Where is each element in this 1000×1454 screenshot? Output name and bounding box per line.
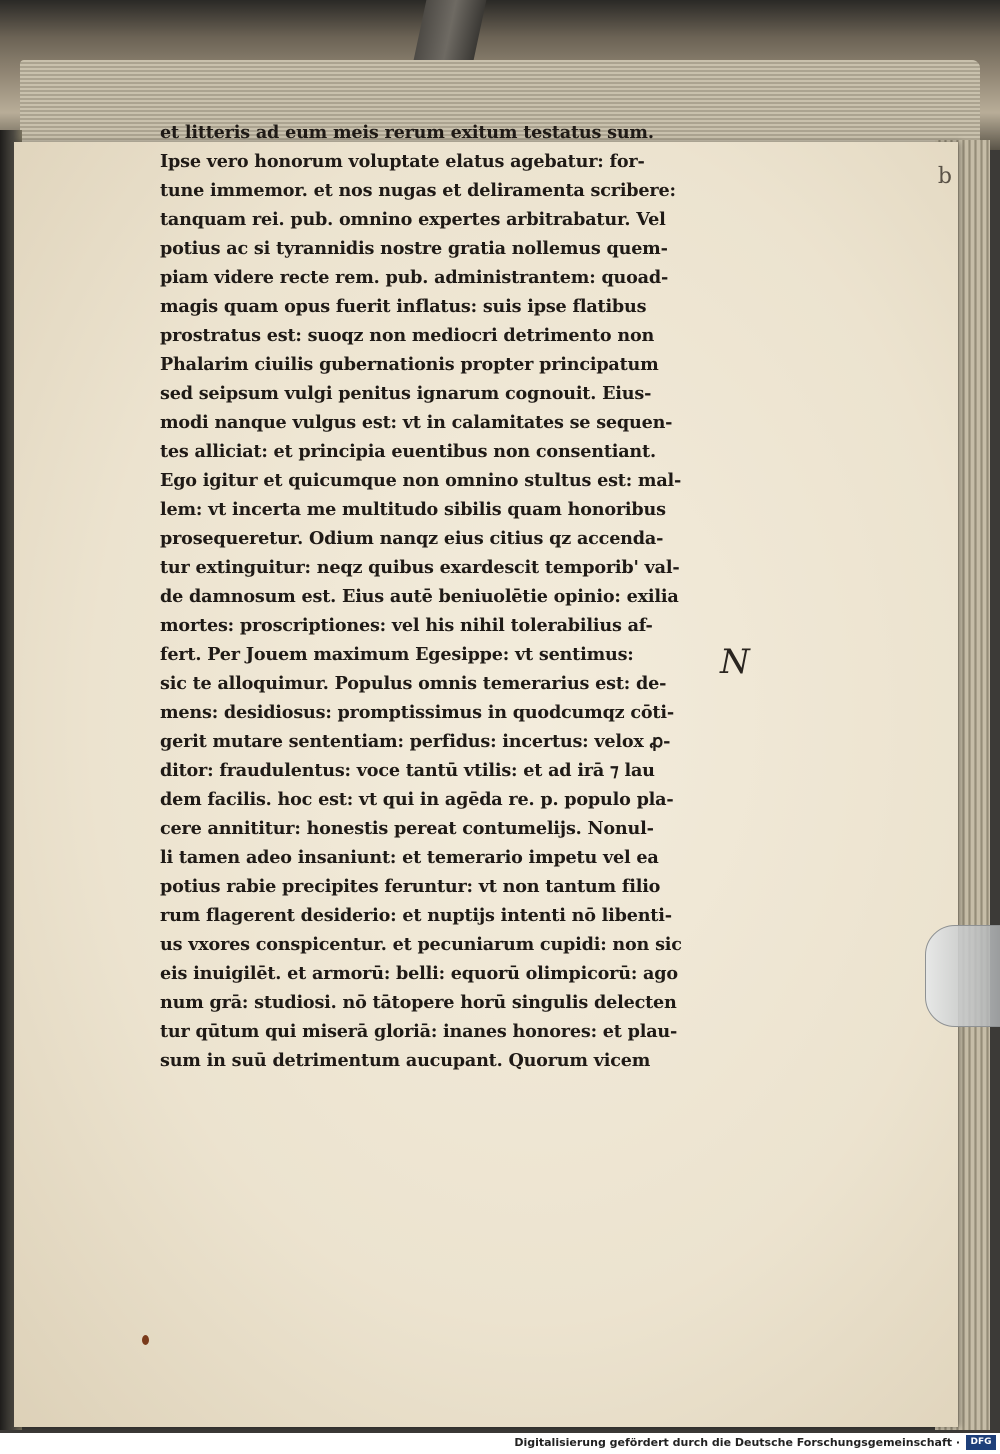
page-tab-clip (925, 925, 1000, 1027)
marginal-note: N (720, 642, 750, 682)
text-line: gerit mutare sententiam: perfidus: incertus: velox ꝓ- (160, 731, 671, 752)
text-line: prosequeretur. Odium nanqz eius citius qz accenda- (160, 528, 664, 549)
text-line: magis quam opus fuerit inflatus: suis ipse flatibus (160, 296, 647, 317)
dfg-logo: DFG (966, 1435, 996, 1450)
text-line: tune immemor. et nos nugas et deliramenta scribere: (160, 180, 676, 201)
text-block (160, 118, 745, 1075)
text-line: piam videre recte rem. pub. administrantem: quoad- (160, 267, 669, 288)
text-line: eis inuigilēt. et armorū: belli: equorū olimpicorū: ago (160, 963, 678, 984)
text-line: Ipse vero honorum voluptate elatus agebatur: for- (160, 151, 645, 172)
text-line: rum flagerent desiderio: et nuptijs intenti nō libenti- (160, 905, 672, 926)
text-line: de damnosum est. Eius autē beniuolētie opinio: exilia (160, 586, 679, 607)
text-line: tanquam rei. pub. omnino expertes arbitrabatur. Vel (160, 209, 666, 230)
text-line: Phalarim ciuilis gubernationis propter principatum (160, 354, 659, 375)
text-line: sed seipsum vulgi penitus ignarum cognouit. Eius- (160, 383, 652, 404)
footer-bar (0, 1433, 1000, 1454)
folio-mark: b (937, 164, 952, 189)
book-clasp (414, 0, 487, 60)
text-line: us vxores conspicentur. et pecuniarum cupidi: non sic (160, 934, 682, 955)
text-line: sum in suū detrimentum aucupant. Quorum vicem (160, 1050, 651, 1071)
text-line: lem: vt incerta me multitudo sibilis quam honoribus (160, 499, 666, 520)
text-line: ditor: fraudulentus: voce tantū vtilis: et ad irā ⁊ lau (160, 760, 655, 781)
text-line: fert. Per Jouem maximum Egesippe: vt sentimus: (160, 644, 634, 665)
text-line: mens: desidiosus: promptissimus in quodcumqz cōti- (160, 702, 674, 723)
ink-stain (142, 1335, 149, 1345)
text-line: tur qūtum qui miserā gloriā: inanes honores: et plau- (160, 1021, 678, 1042)
text-line: potius ac si tyrannidis nostre gratia nollemus quem- (160, 238, 668, 259)
text-line: potius rabie precipites feruntur: vt non tantum filio (160, 876, 661, 897)
footer-credit: Digitalisierung gefördert durch die Deutsche Forschungsgemeinschaft · (514, 1436, 960, 1449)
text-line: modi nanque vulgus est: vt in calamitates se sequen- (160, 412, 673, 433)
text-line: Ego igitur et quicumque non omnino stultus est: mal- (160, 470, 682, 491)
text-line: sic te alloquimur. Populus omnis temerarius est: de- (160, 673, 667, 694)
text-line: prostratus est: suoqz non mediocri detrimento non (160, 325, 655, 346)
text-line: mortes: proscriptiones: vel his nihil tolerabilius af- (160, 615, 653, 636)
text-line: cere annititur: honestis pereat contumelijs. Nonul- (160, 818, 654, 839)
text-line: dem facilis. hoc est: vt qui in agēda re. p. populo pla- (160, 789, 674, 810)
text-line: li tamen adeo insaniunt: et temerario impetu vel ea (160, 847, 659, 868)
text-line: tes alliciat: et principia euentibus non consentiant. (160, 441, 656, 462)
text-line: tur extinguitur: neqz quibus exardescit temporib' val- (160, 557, 680, 578)
text-line: et litteris ad eum meis rerum exitum testatus sum. (160, 122, 654, 143)
text-line: num grā: studiosi. nō tātopere horū singulis delecten (160, 992, 677, 1013)
